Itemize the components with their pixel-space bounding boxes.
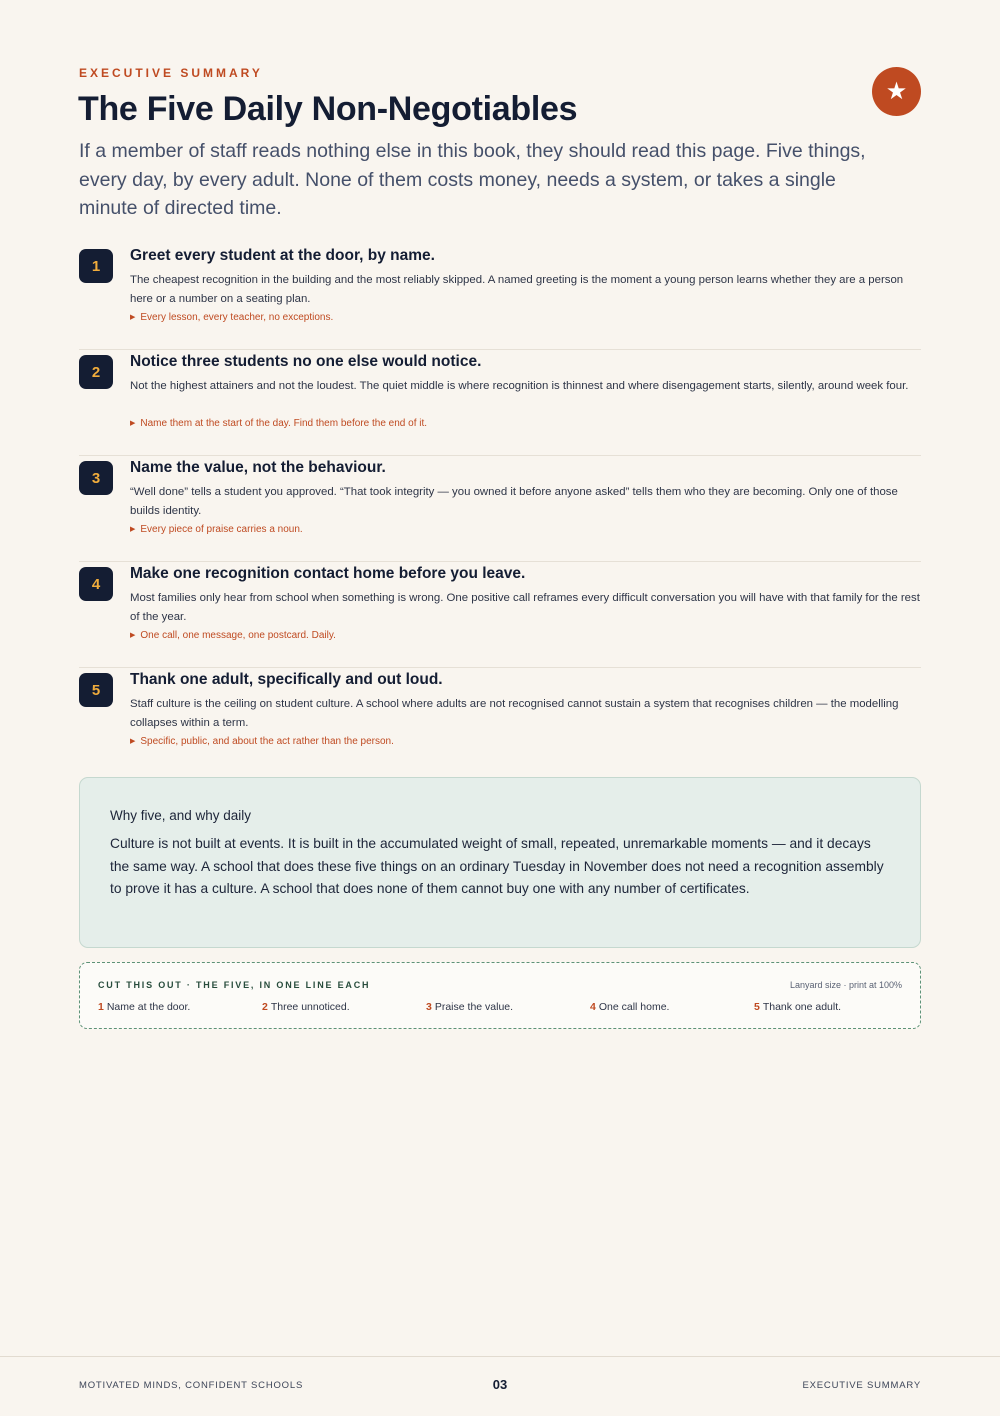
list-item — [79, 668, 921, 774]
cutout-item-text: Thank one adult. — [762, 1001, 842, 1013]
list-item — [79, 244, 921, 350]
cutout-item-number: 4 — [590, 1001, 596, 1013]
item-number-badge: 4 — [79, 567, 113, 601]
item-title: Name the value, not the behaviour. — [130, 459, 386, 476]
item-number-badge: 3 — [79, 461, 113, 495]
cutout-card — [79, 962, 921, 1029]
why-five-callout — [79, 777, 921, 948]
cutout-items — [98, 1001, 918, 1013]
list-item — [79, 350, 921, 456]
item-number-badge: 2 — [79, 355, 113, 389]
item-title: Make one recognition contact home before you leave. — [130, 565, 526, 582]
item-number-badge: 1 — [79, 249, 113, 283]
cutout-item — [590, 1001, 754, 1013]
item-rule-text: Every lesson, every teacher, no exceptions. — [140, 312, 334, 323]
section-eyebrow: EXECUTIVE SUMMARY — [79, 66, 263, 80]
cutout-note: Lanyard size · print at 100% — [789, 980, 902, 990]
footer-section-title: EXECUTIVE SUMMARY — [802, 1380, 921, 1391]
cutout-item — [426, 1001, 590, 1013]
item-body: The cheapest recognition in the building and the most reliably skipped. A named greeting is the moment a young person learns whether they are a person here or a number on a seating plan. — [130, 274, 904, 305]
item-rule-text: Every piece of praise carries a noun. — [140, 524, 303, 535]
triangle-right-icon: ▶ — [130, 314, 136, 321]
item-body: Not the highest attainers and not the loudest. The quiet middle is where recognition is thinnest and where disengagement starts, silently, around week four. — [130, 380, 909, 392]
cutout-item-number: 1 — [98, 1001, 104, 1013]
page-lede: If a member of staff reads nothing else in this book, they should read this page. Five things, every day, by every adult. None of them costs money, needs a system, or takes a single minute of directed time. — [79, 140, 866, 219]
item-rule — [130, 630, 336, 641]
cutout-item — [262, 1001, 426, 1013]
cutout-item-text: Praise the value. — [434, 1001, 514, 1013]
cutout-item — [754, 1001, 918, 1013]
cutout-item — [98, 1001, 262, 1013]
list-item — [79, 456, 921, 562]
star-icon: ★ — [872, 67, 921, 116]
item-rule-text: Specific, public, and about the act rather than the person. — [140, 736, 394, 747]
triangle-right-icon: ▶ — [130, 738, 136, 745]
list-item — [79, 562, 921, 668]
callout-title: Why five, and why daily — [110, 808, 252, 823]
item-title: Greet every student at the door, by name. — [130, 247, 435, 264]
triangle-right-icon: ▶ — [130, 526, 136, 533]
triangle-right-icon: ▶ — [130, 420, 136, 427]
item-rule-text: Name them at the start of the day. Find them before the end of it. — [140, 418, 428, 429]
non-negotiables-list — [79, 244, 921, 774]
cutout-item-number: 2 — [262, 1001, 268, 1013]
cutout-item-text: Three unnoticed. — [270, 1001, 350, 1013]
cutout-title: CUT THIS OUT · THE FIVE, IN ONE LINE EACH — [98, 980, 371, 990]
item-rule — [130, 736, 394, 747]
item-body: “Well done” tells a student you approved. “That took integrity — you owned it before anyone asked” tells them who they are becoming. Only one of those builds identity. — [130, 486, 898, 517]
item-title: Thank one adult, specifically and out loud. — [130, 671, 443, 688]
item-rule — [130, 418, 427, 429]
item-body: Most families only hear from school when something is wrong. One positive call reframes every difficult conversation you will have with that family for the rest of the year. — [130, 592, 920, 623]
callout-body: Culture is not built at events. It is built in the accumulated weight of small, repeated, unremarkable moments — and it decays the same way. A school that does these five things on an ordinary Tuesday in November does not need a recognition assembly to prove it has a culture. A school that does none of them cannot buy one with any number of certificates. — [110, 836, 884, 896]
cutout-item-text: Name at the door. — [106, 1001, 191, 1013]
item-body: Staff culture is the ceiling on student culture. A school where adults are not recognised cannot sustain a system that recognises children — the modelling collapses within a term. — [130, 698, 899, 729]
page-footer — [0, 1356, 1000, 1416]
footer-book-title: MOTIVATED MINDS, CONFIDENT SCHOOLS — [79, 1380, 304, 1391]
item-title: Notice three students no one else would notice. — [130, 353, 482, 370]
footer-page-number: 03 — [492, 1377, 508, 1392]
cutout-item-number: 5 — [754, 1001, 760, 1013]
item-rule — [130, 312, 333, 323]
item-rule-text: One call, one message, one postcard. Daily. — [140, 630, 336, 641]
item-rule — [130, 524, 303, 535]
cutout-item-number: 3 — [426, 1001, 432, 1013]
item-number-badge: 5 — [79, 673, 113, 707]
cutout-item-text: One call home. — [598, 1001, 670, 1013]
triangle-right-icon: ▶ — [130, 632, 136, 639]
page-title: The Five Daily Non-Negotiables — [78, 90, 578, 128]
